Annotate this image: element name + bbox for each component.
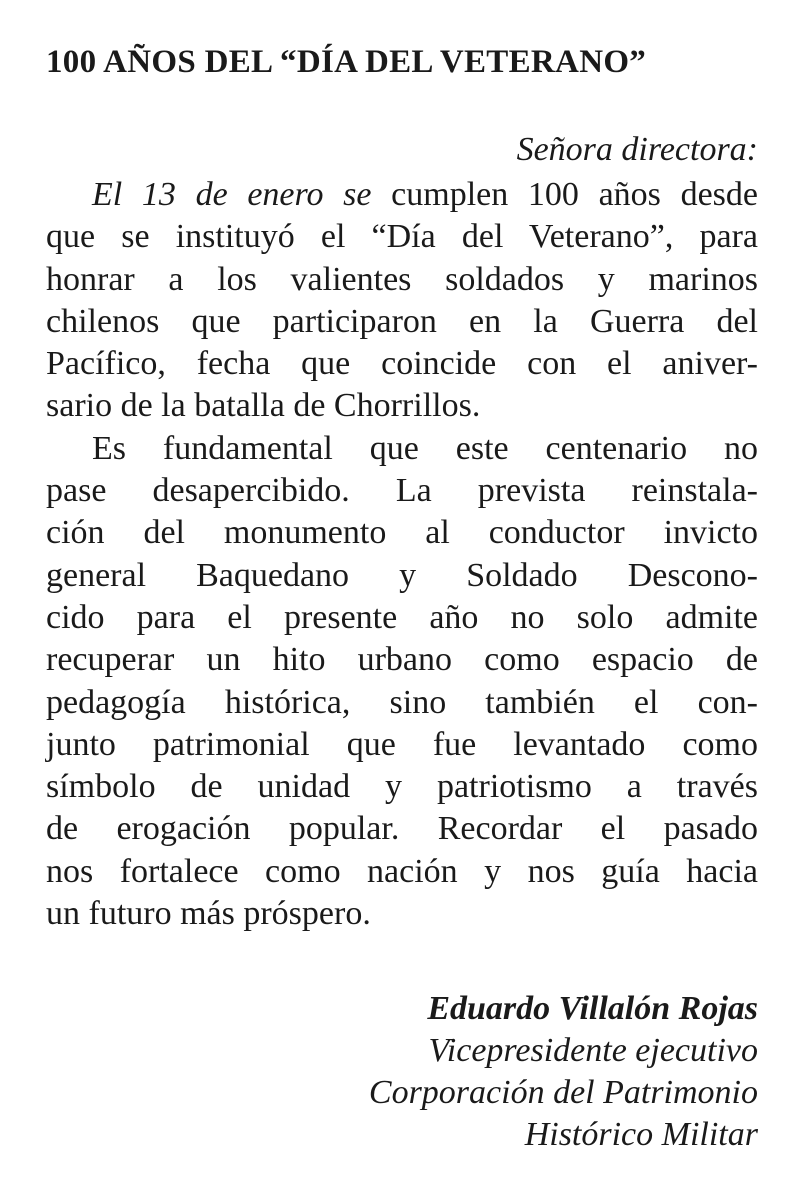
paragraph-2-line-8: junto patrimonial que fue levantado como [46,725,758,763]
paragraph-2-line-4: general Baquedano y Soldado Descono- [46,556,758,594]
date-phrase: El 13 de enero se [92,176,372,213]
paragraph-1-line-4: chilenos que participaron en la Guerra del [46,302,758,340]
paragraph-1-line-2: que se instituyó el “Día del Veterano”, para [46,218,758,256]
paragraph-2-line-1: Es fundamental que este centenario no [92,429,758,467]
paragraph-2-line-5: cido para el presente año no solo admite [46,598,758,636]
paragraph-2-line-10: de erogación popular. Recordar el pasado [46,810,758,848]
paragraph-2-line-2: pase desapercibido. La prevista reinstala- [46,472,758,510]
headline: 100 AÑOS DEL “DÍA DEL VETERANO” [46,44,647,80]
paragraph-2-line-9: símbolo de unidad y patriotismo a través [46,768,758,806]
author-organization-line-2: Histórico Militar [524,1116,758,1153]
paragraph-2-line-3: ción del monumento al conductor invicto [46,514,758,552]
paragraph-1-line-5: Pacífico, fecha que coincide con el aniver- [46,345,758,383]
paragraph-2-line-11: nos fortalece como nación y nos guía hacia [46,852,758,890]
salutation: Señora directora: [516,131,758,168]
paragraph-2-line-6: recuperar un hito urbano como espacio de [46,641,758,679]
author-name: Eduardo Villalón Rojas [427,990,758,1027]
paragraph-1-line-3: honrar a los valientes soldados y marinos [46,260,758,298]
signature-block [369,988,758,1156]
letter-body [46,174,758,935]
paragraph-1-line-1-rest: cumplen 100 años desde [371,176,758,213]
paragraph-2-line-12: un futuro más próspero. [46,895,371,933]
paragraph-2-line-7: pedagogía histórica, sino también el con- [46,683,758,721]
paragraph-1-line-6: sario de la batalla de Chorrillos. [46,387,481,425]
author-title: Vicepresidente ejecutivo [428,1032,758,1069]
author-organization-line-1: Corporación del Patrimonio [368,1074,758,1111]
paragraph-1-line-1 [46,174,758,216]
